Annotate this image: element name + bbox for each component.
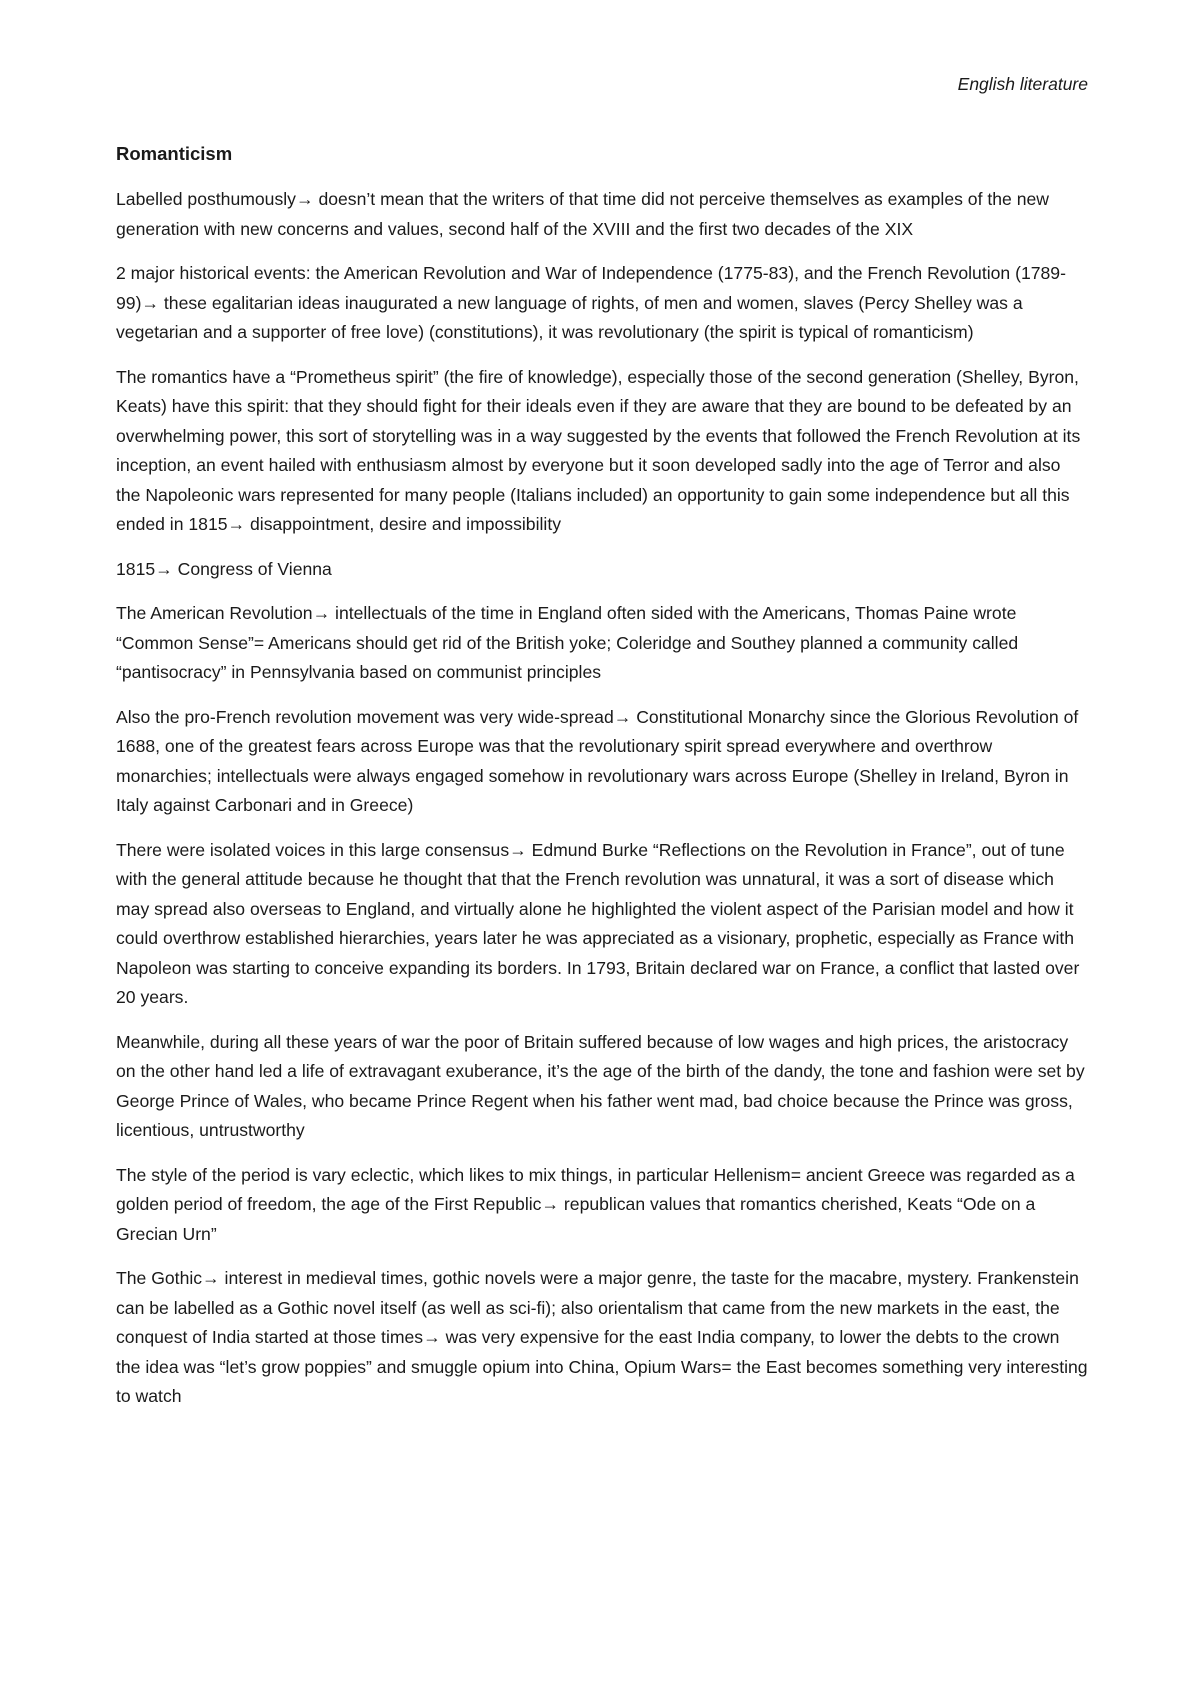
paragraph-hellenism: The style of the period is vary eclectic, which likes to mix things, in particular Hellenism= ancient Greece was regarded as a golden period of freedom, the age of the First Republic→ republican values that romantics cherished, Keats “Ode on a Grecian Urn” — [116, 1164, 1075, 1244]
running-header: English literature — [957, 74, 1088, 94]
paragraph-poverty-and-dandy: Meanwhile, during all these years of war the poor of Britain suffered because of low wages and high prices, the aristocracy on the other hand led a life of extravagant exuberance, it’s the age of the birth of the dandy, the tone and fashion were set by George Prince of Wales, who became Prince Regent when his father went mad, bad choice because the Prince was gross, licentious, untrustworthy — [116, 1031, 1085, 1140]
paragraph-posthumous-label: Labelled posthumously→ doesn’t mean that the writers of that time did not perceive themselves as examples of the new generation with new concerns and values, second half of the XVIII and the first two decades of the XIX — [116, 189, 1049, 239]
document-title: Romanticism — [116, 143, 233, 164]
paragraph-gothic-orientalism: The Gothic→ interest in medieval times, gothic novels were a major genre, the taste for the macabre, mystery. Frankenstein can be labelled as a Gothic novel itself (as well as sci-fi); also orientalism that came from the new markets in the east, the conquest of India started at those times→ was very expensive for the east India company, to lower the debts to the crown the idea was “let’s grow poppies” and smuggle opium into China, Opium Wars= the East becomes something very interesting to watch — [116, 1268, 1088, 1406]
paragraph-pro-french-movement: Also the pro-French revolution movement was very wide-spread→ Constitutional Monarchy since the Glorious Revolution of 1688, one of the greatest fears across Europe was that the revolutionary spirit spread everywhere and overthrow monarchies; intellectuals were always engaged somehow in revolutionary wars across Europe (Shelley in Ireland, Byron in Italy against Carbonari and in Greece) — [116, 706, 1079, 815]
document-body — [116, 140, 1088, 1427]
paragraph-american-revolution: The American Revolution→ intellectuals of the time in England often sided with the Americans, Thomas Paine wrote “Common Sense”= Americans should get rid of the British yoke; Coleridge and Southey planned a community called “pantisocracy” in Pennsylvania based on communist principles — [116, 603, 1019, 682]
paragraph-prometheus-spirit: The romantics have a “Prometheus spirit” (the fire of knowledge), especially those of the second generation (Shelley, Byron, Keats) have this spirit: that they should fight for their ideals even if they are aware that they are bound to be defeated by an overwhelming power, this sort of storytelling was in a way suggested by the events that followed the French Revolution at its inception, an event hailed with enthusiasm almost by everyone but it soon developed sadly into the age of Terror and also the Napoleonic wars represented for many people (Italians included) an opportunity to gain some independence but all this ended in 1815→ disappointment, desire and impossibility — [116, 366, 1081, 534]
paragraph-edmund-burke: There were isolated voices in this large consensus→ Edmund Burke “Reflections on the Revolution in France”, out of tune with the general attitude because he thought that that the French revolution was unnatural, it was a sort of disease which may spread also overseas to England, and virtually alone he highlighted the violent aspect of the Parisian model and how it could overthrow established hierarchies, years later he was appreciated as a visionary, prophetic, especially as France with Napoleon was starting to conceive expanding its borders. In 1793, Britain declared war on France, a conflict that lasted over 20 years. — [116, 839, 1080, 1007]
paragraph-historical-events: 2 major historical events: the American Revolution and War of Independence (1775-83), and the French Revolution (1789-99)→ these egalitarian ideas inaugurated a new language of rights, of men and women, slaves (Percy Shelley was a vegetarian and a supporter of free love) (constitutions), it was revolutionary (the spirit is typical of romanticism) — [116, 263, 1066, 342]
paragraph-congress-of-vienna: 1815→ Congress of Vienna — [116, 558, 332, 579]
